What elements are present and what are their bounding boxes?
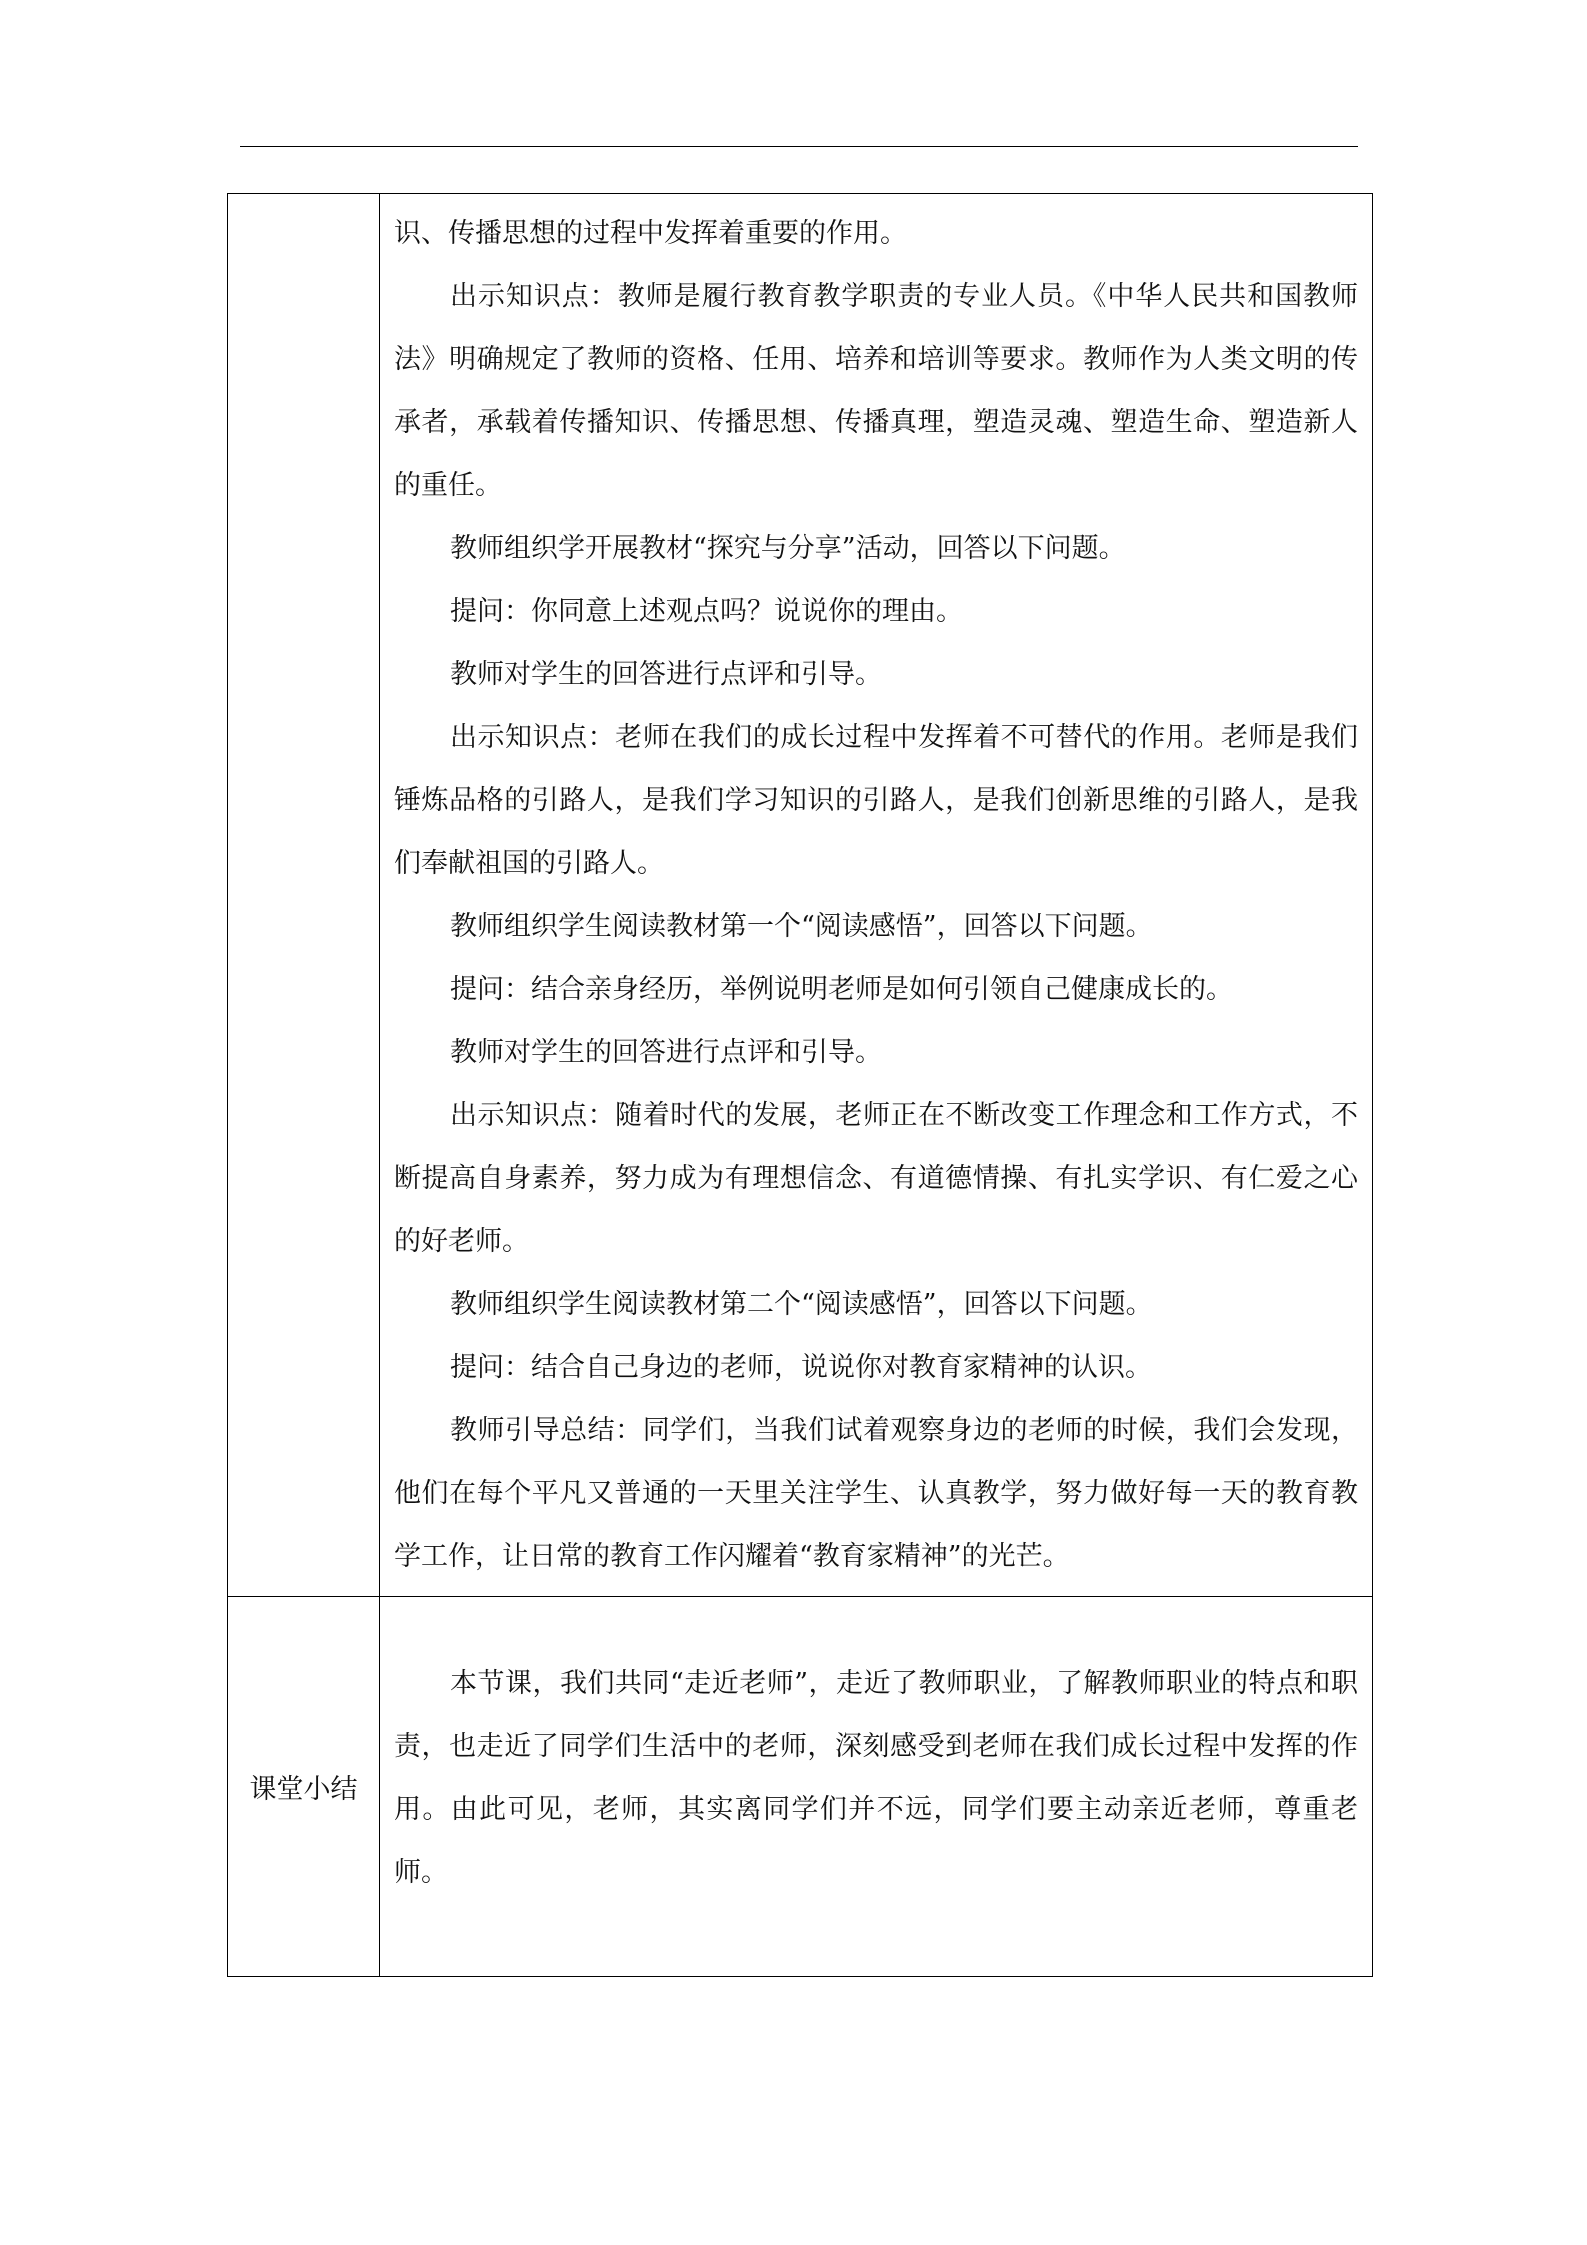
- paragraph: 教师对学生的回答进行点评和引导。: [450, 659, 882, 690]
- table-row-class-summary: [228, 1597, 1373, 1977]
- row-label-empty: [228, 194, 380, 1597]
- paragraph: 出示知识点：随着时代的发展，老师正在不断改变工作理念和工作方式，不断提高自身素养，努力成为有理想信念、有道德情操、有扎实学识、有仁爱之心的好老师。: [394, 1100, 1358, 1257]
- teaching-content-cell: [380, 194, 1373, 1597]
- summary-content-cell: [380, 1597, 1373, 1977]
- paragraph: 提问：结合自己身边的老师，说说你对教育家精神的认识。: [450, 1352, 1152, 1383]
- paragraph: 出示知识点：老师在我们的成长过程中发挥着不可替代的作用。老师是我们锤炼品格的引路人，是我们学习知识的引路人，是我们创新思维的引路人，是我们奉献祖国的引路人。: [394, 722, 1358, 879]
- paragraph: 提问：你同意上述观点吗？说说你的理由。: [450, 596, 963, 627]
- paragraph: 出示知识点：教师是履行教育教学职责的专业人员。《中华人民共和国教师法》明确规定了教师的资格、任用、培养和培训等要求。教师作为人类文明的传承者，承载着传播知识、传播思想、传播真理，塑造灵魂、塑造生命、塑造新人的重任。: [394, 281, 1358, 501]
- lesson-plan-table: [227, 193, 1373, 1977]
- paragraph: 本节课，我们共同“走近老师”，走近了教师职业，了解教师职业的特点和职责，也走近了同学们生活中的老师，深刻感受到老师在我们成长过程中发挥的作用。由此可见，老师，其实离同学们并不远，同学们要主动亲近老师，尊重老师。: [394, 1668, 1358, 1888]
- table-row-teaching-process: [228, 194, 1373, 1597]
- header-rule: [240, 146, 1358, 147]
- paragraph: 教师引导总结：同学们，当我们试着观察身边的老师的时候，我们会发现，他们在每个平凡又普通的一天里关注学生、认真教学，努力做好每一天的教育教学工作，让日常的教育工作闪耀着“教育家精神”的光芒。: [394, 1415, 1358, 1572]
- paragraph: 教师对学生的回答进行点评和引导。: [450, 1037, 882, 1068]
- paragraph: 教师组织学开展教材“探究与分享”活动，回答以下问题。: [450, 533, 1126, 564]
- paragraph: 教师组织学生阅读教材第二个“阅读感悟”，回答以下问题。: [450, 1289, 1153, 1320]
- paragraph: 提问：结合亲身经历，举例说明老师是如何引领自己健康成长的。: [450, 974, 1233, 1005]
- paragraph: 识、传播思想的过程中发挥着重要的作用。: [394, 218, 907, 249]
- paragraph: 教师组织学生阅读教材第一个“阅读感悟”，回答以下问题。: [450, 911, 1153, 942]
- row-label-class-summary: 课堂小结: [228, 1597, 380, 1977]
